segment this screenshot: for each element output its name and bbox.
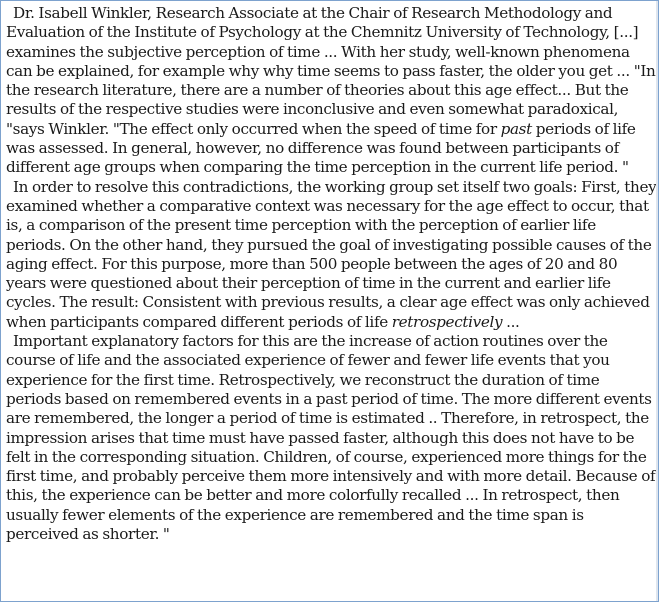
emphasis-past: past: [500, 119, 532, 138]
article-text: [6, 4, 657, 544]
paragraph-2: [6, 178, 657, 332]
right-edge-bar: [656, 1, 658, 601]
paragraph-3: [6, 332, 657, 544]
paragraph-1: [6, 4, 657, 178]
paragraph-2-text-end: ...: [502, 312, 520, 331]
paragraph-1-text: Dr. Isabell Winkler, Research Associate at the Chair of Research Methodology and Evaluation of the Institute of Psychology at the Chemnitz University of Technology, [...] examines the subjective perception of time ... With her study, well-known phenomena can be explained, for example why why time seems to pass faster, the older you get ... "In the research literature, there are a number of theories about this age effect... But the results of the respective studies were inconclusive and even somewhat paradoxical, "says Winkler. "The effect only occurred when the speed of time for: [6, 4, 656, 138]
paragraph-3-text: Important explanatory factors for this are the increase of action routines over the course of life and the associated experience of fewer and fewer life events that you experience for the first time. Retrospectively, we reconstruct the duration of time periods based on remembered events in a past period of time. The more different events are remembered, the longer a period of time is estimated .. Therefore, in retrospect, the impression arises that time must have passed faster, although this does not have to be felt in the corresponding situation. Children, of course, experienced more things for the first time, and probably perceive them more intensively and with more detail. Because of this, the experience can be better and more colorfully recalled ... In retrospect, then usually fewer elements of the experience are remembered and the time span is perceived as shorter. ": [6, 332, 656, 544]
paragraph-1-text-end: periods of life was assessed. In general, however, no difference was found between participants of different age groups when comparing the time perception in the current life period. ": [6, 119, 636, 177]
paragraph-2-text: In order to resolve this contradictions, the working group set itself two goals: First, they examined whether a comparative context was necessary for the age effect to occur, that is, a comparison of the present time perception with the perception of earlier life periods. On the other hand, they pursued the goal of investigating possible causes of the aging effect. For this purpose, more than 500 people between the ages of 20 and 80 years were questioned about their perception of time in the current and earlier life cycles. The result: Consistent with previous results, a clear age effect was only achieved when participants compared different periods of life: [6, 177, 657, 331]
emphasis-retrospectively: retrospectively: [391, 312, 503, 331]
